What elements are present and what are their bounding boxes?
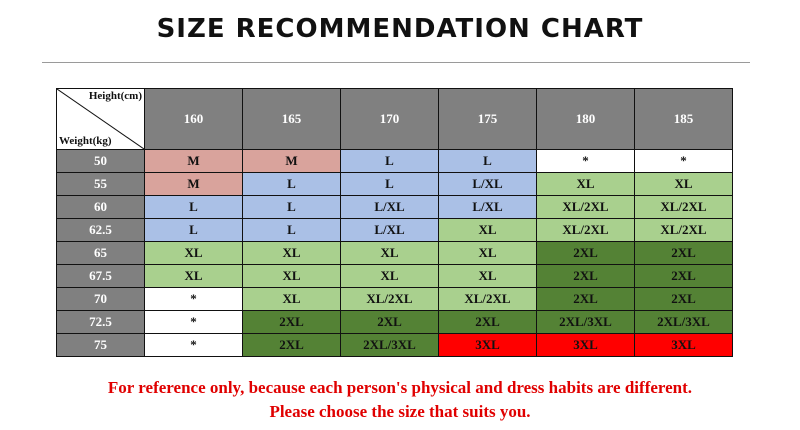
table-row [57, 334, 733, 357]
size-cell: 2XL [635, 288, 733, 311]
size-cell: L [145, 196, 243, 219]
table-row [57, 196, 733, 219]
size-cell: L [341, 150, 439, 173]
size-cell: L [341, 173, 439, 196]
size-cell: * [145, 288, 243, 311]
size-cell: M [145, 150, 243, 173]
table-row [57, 173, 733, 196]
weight-header: 70 [57, 288, 145, 311]
size-cell: 2XL [635, 242, 733, 265]
size-cell: XL [439, 242, 537, 265]
size-cell: 3XL [537, 334, 635, 357]
weight-header: 62.5 [57, 219, 145, 242]
size-cell: * [145, 334, 243, 357]
size-cell: 3XL [439, 334, 537, 357]
size-cell: 2XL/3XL [537, 311, 635, 334]
table-row [57, 288, 733, 311]
size-cell: XL [341, 265, 439, 288]
size-cell: XL/2XL [537, 196, 635, 219]
height-header: 185 [635, 89, 733, 150]
weight-header: 55 [57, 173, 145, 196]
size-cell: M [243, 150, 341, 173]
size-cell: XL [243, 242, 341, 265]
size-cell: * [537, 150, 635, 173]
size-cell: 2XL/3XL [341, 334, 439, 357]
size-cell: XL [243, 288, 341, 311]
table-row [57, 265, 733, 288]
size-cell: 2XL/3XL [635, 311, 733, 334]
corner-cell [57, 89, 145, 150]
size-cell: XL/2XL [439, 288, 537, 311]
weight-header: 72.5 [57, 311, 145, 334]
size-cell: L [243, 219, 341, 242]
height-header: 160 [145, 89, 243, 150]
weight-header: 75 [57, 334, 145, 357]
size-cell: M [145, 173, 243, 196]
size-cell: XL/2XL [635, 219, 733, 242]
size-cell: XL [341, 242, 439, 265]
table-body [57, 150, 733, 357]
size-advice-note: Please choose the size that suits you. [269, 402, 531, 421]
size-cell: XL/2XL [341, 288, 439, 311]
weight-header: 60 [57, 196, 145, 219]
size-cell: XL [537, 173, 635, 196]
size-cell: L [145, 219, 243, 242]
size-cell: 2XL [537, 242, 635, 265]
weight-header: 65 [57, 242, 145, 265]
size-cell: * [635, 150, 733, 173]
size-cell: 2XL [341, 311, 439, 334]
size-cell: XL [635, 173, 733, 196]
size-cell: XL [145, 265, 243, 288]
height-axis-label: Height(cm) [88, 90, 142, 102]
size-cell: 2XL [243, 311, 341, 334]
size-table [56, 88, 733, 357]
size-cell: L/XL [341, 196, 439, 219]
title-divider [42, 62, 750, 63]
chart-title: SIZE RECOMMENDATION CHART [156, 14, 644, 44]
size-cell: * [145, 311, 243, 334]
size-cell: XL [243, 265, 341, 288]
height-header: 175 [439, 89, 537, 150]
size-cell: L [439, 150, 537, 173]
size-cell: L/XL [439, 173, 537, 196]
weight-axis-label: Weight(kg) [59, 135, 112, 147]
size-cell: XL [439, 219, 537, 242]
height-header: 170 [341, 89, 439, 150]
size-cell: L/XL [341, 219, 439, 242]
size-cell: 2XL [439, 311, 537, 334]
size-cell: 2XL [537, 288, 635, 311]
reference-note: For reference only, because each person's physical and dress habits are different. [107, 378, 693, 397]
height-header: 180 [537, 89, 635, 150]
size-cell: 2XL [537, 265, 635, 288]
table-row [57, 242, 733, 265]
size-cell: XL [145, 242, 243, 265]
weight-header: 67.5 [57, 265, 145, 288]
table-row [57, 219, 733, 242]
size-cell: 2XL [635, 265, 733, 288]
table-row [57, 311, 733, 334]
weight-header: 50 [57, 150, 145, 173]
size-cell: L/XL [439, 196, 537, 219]
size-cell: 3XL [635, 334, 733, 357]
height-header: 165 [243, 89, 341, 150]
table-row [57, 150, 733, 173]
size-cell: XL/2XL [635, 196, 733, 219]
size-cell: L [243, 173, 341, 196]
size-cell: L [243, 196, 341, 219]
size-cell: XL [439, 265, 537, 288]
size-cell: 2XL [243, 334, 341, 357]
header-row [57, 89, 733, 150]
size-cell: XL/2XL [537, 219, 635, 242]
